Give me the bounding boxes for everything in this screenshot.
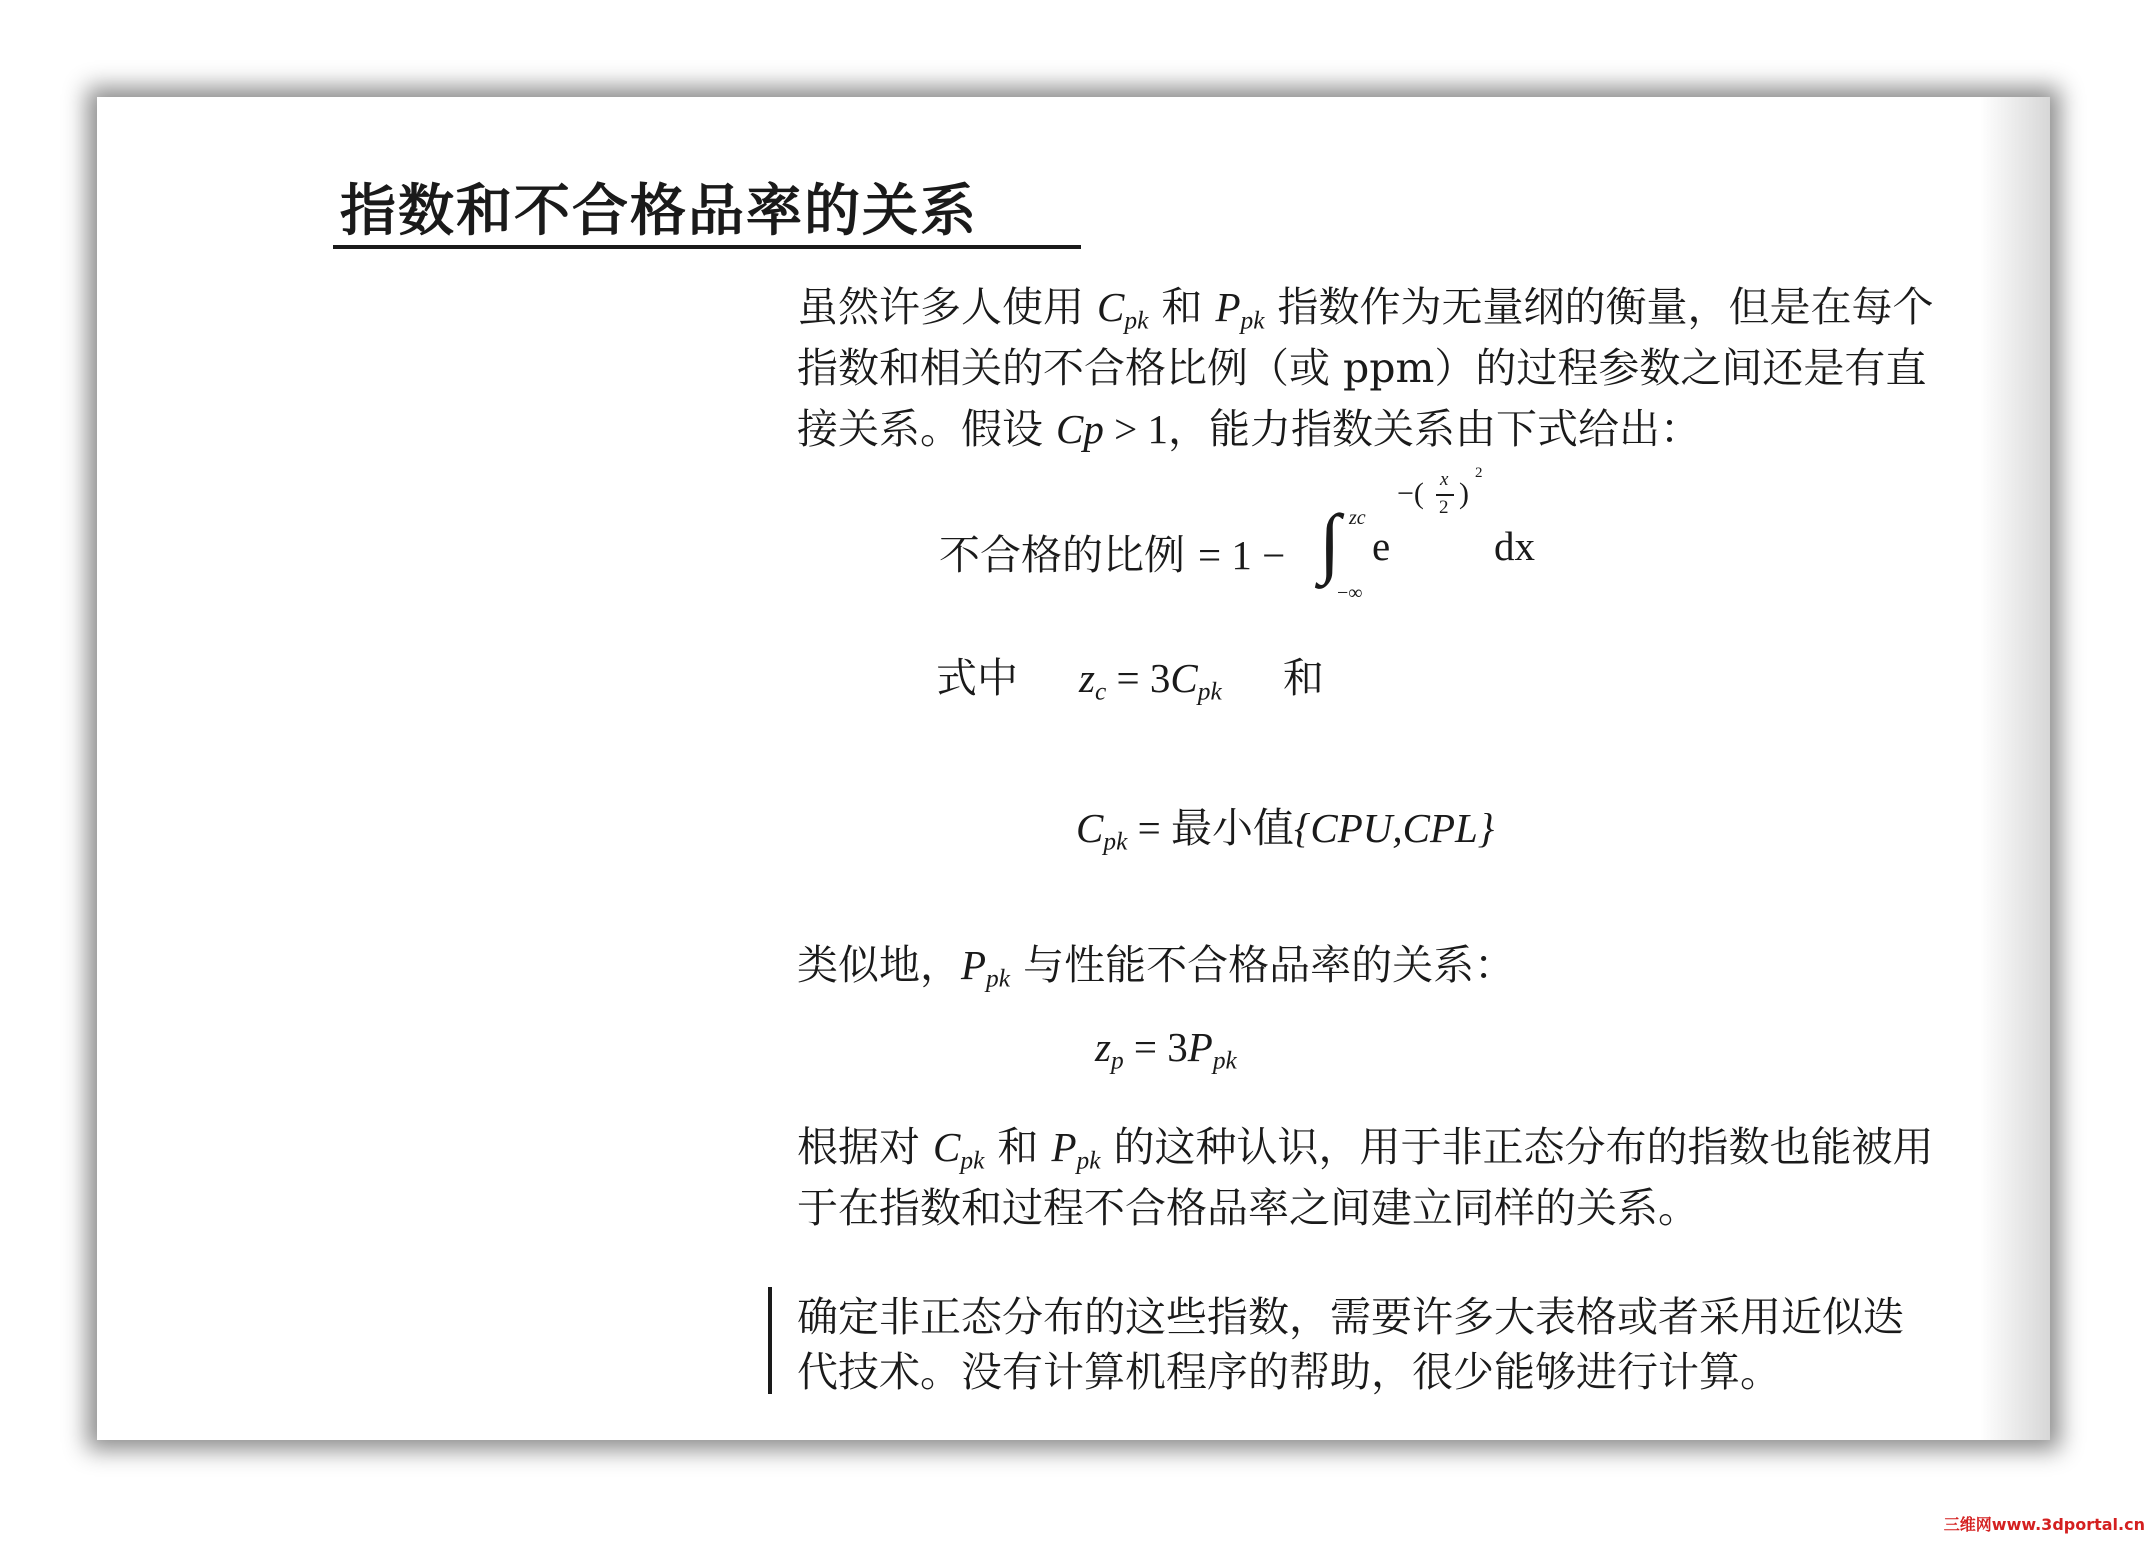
formula-nonconforming-fraction: 不合格的比例 = 1 − — [939, 531, 1286, 579]
formula-cpk-min: $C_{pk}$ = 最小值{CPU,CPL} — [1076, 804, 1495, 856]
page-edge-shadow — [1980, 97, 2050, 1440]
book-page — [97, 97, 2050, 1440]
ppk-symbol: $P_{pk}$ — [1215, 284, 1265, 335]
integral-sign: ∫ — [1319, 498, 1341, 585]
para3-line2: 于在指数和过程不合格品率之间建立同样的关系。 — [797, 1184, 1699, 1232]
formula-lhs: 不合格的比例 — [939, 531, 1185, 579]
exp-close: ) — [1459, 477, 1469, 510]
formula-where-line: 式中 $z_c = 3C_{pk}$ 和 — [936, 654, 1324, 706]
exp-denominator: 2 — [1439, 497, 1449, 518]
integral-lower-limit: −∞ — [1337, 582, 1363, 604]
integral-upper-limit: zc — [1349, 507, 1366, 529]
section-title: 指数和不合格品率的关系 — [340, 179, 978, 244]
para4-line1: 确定非正态分布的这些指数，需要许多大表格或者采用近似迭 — [797, 1293, 1904, 1341]
site-watermark: 三维网www.3dportal.cn — [1943, 1515, 2145, 1534]
integral-dx: dx — [1494, 523, 1535, 569]
margin-change-bar — [768, 1287, 772, 1394]
exp-power: 2 — [1475, 465, 1483, 481]
cpk-symbol: $C_{pk}$ — [1097, 284, 1149, 335]
exp-fraction-bar — [1436, 494, 1454, 496]
para1-line1: 虽然许多人使用 $C_{pk}$ 和 $P_{pk}$ 指数作为无量纲的衡量，但是在每个 — [797, 283, 1934, 335]
exp-open: −( — [1397, 477, 1424, 510]
formula-zp: $z_p = 3P_{pk}$ — [1095, 1024, 1237, 1075]
title-underline — [333, 245, 1081, 249]
para1-line2: 指数和相关的不合格比例（或 ppm）的过程参数之间还是有直 — [797, 344, 1927, 392]
para2: 类似地，$P_{pk}$ 与性能不合格品率的关系： — [797, 941, 1516, 993]
para1-line3: 接关系。假设 Cp > 1，能力指数关系由下式给出： — [797, 405, 1702, 453]
para4-line2: 代技术。没有计算机程序的帮助，很少能够进行计算。 — [797, 1348, 1781, 1396]
exp-base: e — [1372, 523, 1391, 569]
para3-line1: 根据对 $C_{pk}$ 和 $P_{pk}$ 的这种认识，用于非正态分布的指数也能被用 — [797, 1123, 1934, 1175]
exp-numerator: x — [1440, 469, 1449, 490]
